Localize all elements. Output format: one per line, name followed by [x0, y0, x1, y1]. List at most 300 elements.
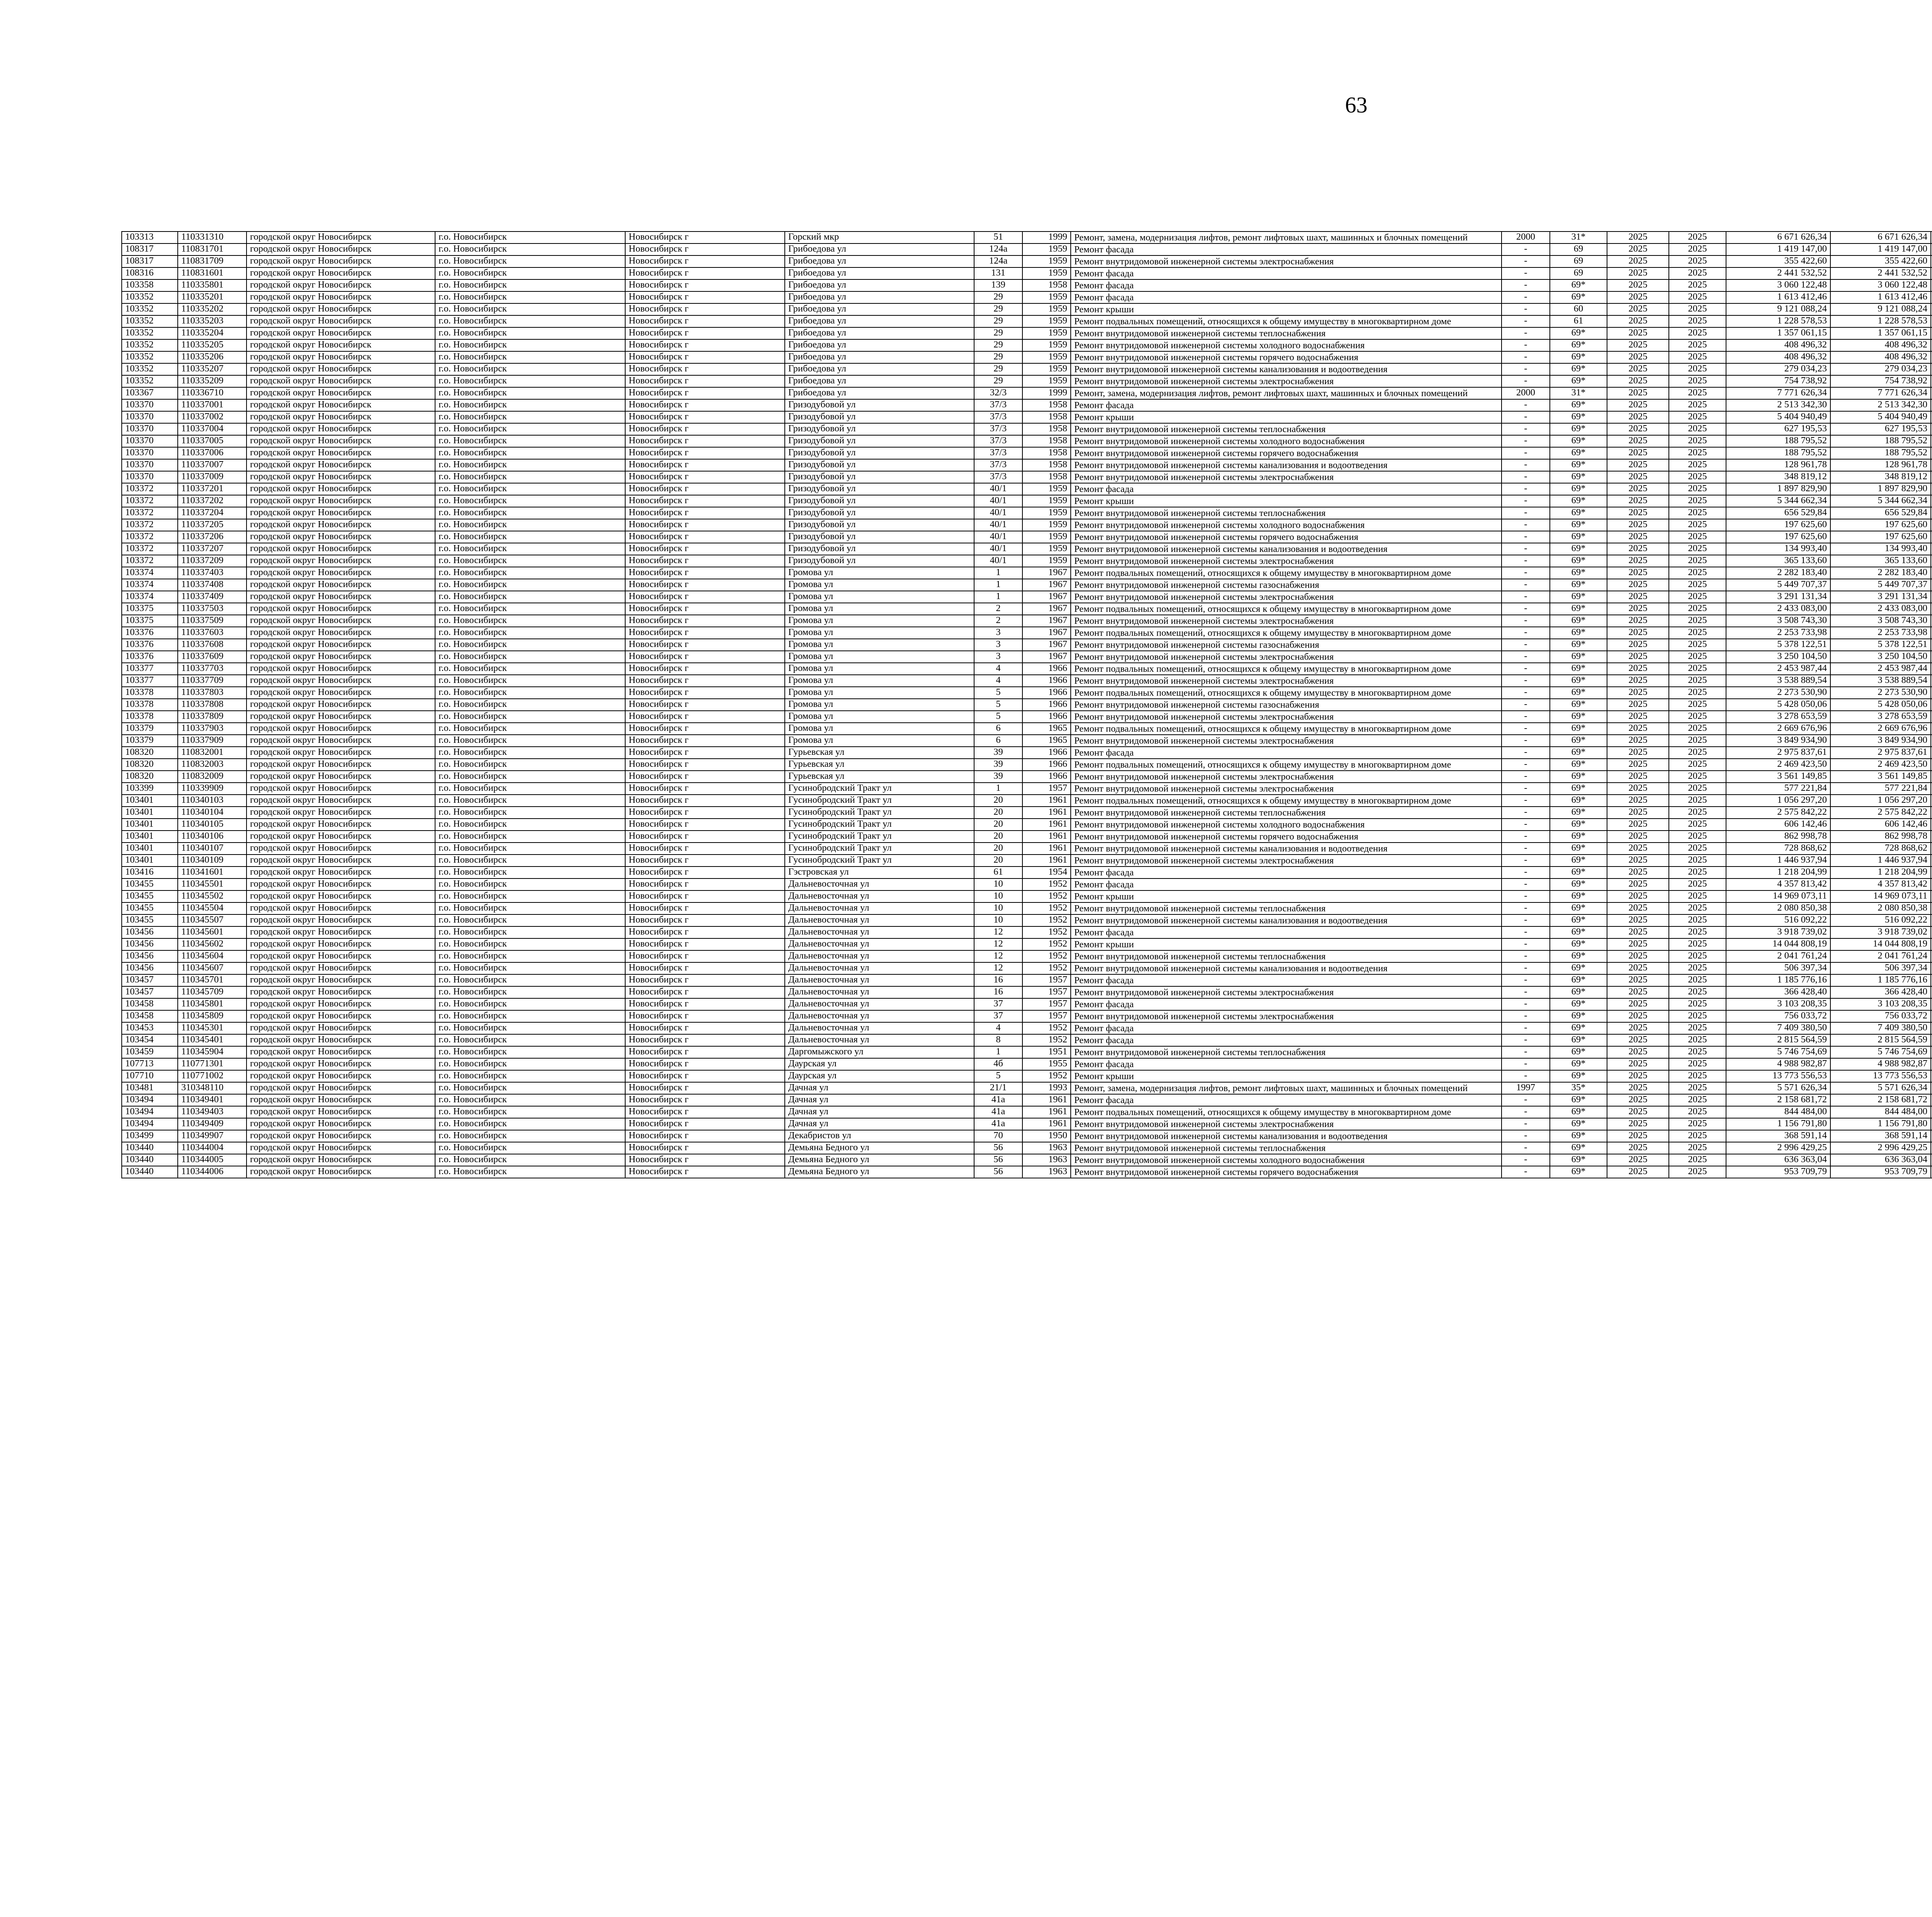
- house-number-cell: 32/3: [974, 387, 1022, 399]
- plan-year-start-cell: 2025: [1607, 1154, 1669, 1166]
- house-number-cell: 56: [974, 1154, 1022, 1166]
- object-id-cell: 103399: [122, 783, 178, 795]
- table-row: [122, 747, 1932, 759]
- object-id-cell: 103370: [122, 423, 178, 435]
- plan-year-end-cell: 2025: [1669, 627, 1726, 639]
- work-type-cell: Ремонт подвальных помещений, относящихся к общему имуществу в многоквартирном доме: [1071, 663, 1502, 675]
- plan-year-end-cell: 2025: [1669, 1118, 1726, 1130]
- plan-year-start-cell: 2025: [1607, 723, 1669, 735]
- table-row: [122, 687, 1932, 699]
- table-row: [122, 471, 1932, 483]
- house-number-cell: 139: [974, 279, 1022, 291]
- municipality-cell: городской округ Новосибирск: [247, 986, 435, 998]
- build-year-cell: 1959: [1022, 543, 1071, 555]
- plan-year-start-cell: 2025: [1607, 387, 1669, 399]
- plan-year-end-cell: 2025: [1669, 1154, 1726, 1166]
- settlement-cell: г.о. Новосибирск: [435, 591, 625, 603]
- municipality-cell: городской округ Новосибирск: [247, 1106, 435, 1118]
- object-id-cell: 107710: [122, 1070, 178, 1082]
- lift-year-cell: -: [1502, 1118, 1550, 1130]
- object-id-cell: 103377: [122, 675, 178, 687]
- total-cost-cell: 197 625,60: [1726, 531, 1830, 543]
- object-id-cell: 103376: [122, 651, 178, 663]
- work-type-cell: Ремонт внутридомовой инженерной системы электроснабжения: [1071, 1010, 1502, 1022]
- work-id-cell: 110337808: [178, 699, 247, 711]
- street-cell: Громова ул: [785, 699, 974, 711]
- table-row: [122, 603, 1932, 615]
- house-number-cell: 41а: [974, 1094, 1022, 1106]
- lift-year-cell: -: [1502, 1046, 1550, 1058]
- street-cell: Грибоедова ул: [785, 267, 974, 279]
- work-type-cell: Ремонт внутридомовой инженерной системы канализования и водоотведения: [1071, 843, 1502, 855]
- total-cost-cell: 1 228 578,53: [1726, 315, 1830, 327]
- municipality-cell: городской округ Новосибирск: [247, 495, 435, 507]
- build-year-cell: 1952: [1022, 1034, 1071, 1046]
- wear-percent-cell: 69*: [1550, 998, 1607, 1010]
- plan-year-start-cell: 2025: [1607, 232, 1669, 243]
- locality-cell: Новосибирск г: [625, 243, 785, 255]
- settlement-cell: г.о. Новосибирск: [435, 1142, 625, 1154]
- fund-cost-cell: 2 080 850,38: [1830, 902, 1931, 914]
- table-row: [122, 1022, 1932, 1034]
- table-row: [122, 1130, 1932, 1142]
- work-id-cell: 110337205: [178, 519, 247, 531]
- locality-cell: Новосибирск г: [625, 663, 785, 675]
- object-id-cell: 103416: [122, 867, 178, 878]
- work-type-cell: Ремонт фасада: [1071, 998, 1502, 1010]
- work-type-cell: Ремонт фасада: [1071, 926, 1502, 938]
- total-cost-cell: 14 969 073,11: [1726, 890, 1830, 902]
- object-id-cell: 103494: [122, 1118, 178, 1130]
- object-id-cell: 103352: [122, 363, 178, 375]
- object-id-cell: 108320: [122, 759, 178, 771]
- table-row: [122, 735, 1932, 747]
- build-year-cell: 1952: [1022, 926, 1071, 938]
- work-id-cell: 110344005: [178, 1154, 247, 1166]
- street-cell: Грибоедова ул: [785, 255, 974, 267]
- object-id-cell: 103370: [122, 399, 178, 411]
- plan-year-start-cell: 2025: [1607, 603, 1669, 615]
- settlement-cell: г.о. Новосибирск: [435, 675, 625, 687]
- plan-year-end-cell: 2025: [1669, 890, 1726, 902]
- street-cell: Дальневосточная ул: [785, 962, 974, 974]
- object-id-cell: 103372: [122, 483, 178, 495]
- fund-cost-cell: 1 897 829,90: [1830, 483, 1931, 495]
- locality-cell: Новосибирск г: [625, 783, 785, 795]
- street-cell: Гусинобродский Тракт ул: [785, 831, 974, 843]
- total-cost-cell: 577 221,84: [1726, 783, 1830, 795]
- settlement-cell: г.о. Новосибирск: [435, 411, 625, 423]
- total-cost-cell: 1 419 147,00: [1726, 243, 1830, 255]
- object-id-cell: 108320: [122, 747, 178, 759]
- municipality-cell: городской округ Новосибирск: [247, 603, 435, 615]
- plan-year-end-cell: 2025: [1669, 387, 1726, 399]
- fund-cost-cell: 1 613 412,46: [1830, 291, 1931, 303]
- lift-year-cell: -: [1502, 1106, 1550, 1118]
- total-cost-cell: 5 378 122,51: [1726, 639, 1830, 651]
- street-cell: Дальневосточная ул: [785, 902, 974, 914]
- plan-year-end-cell: 2025: [1669, 926, 1726, 938]
- lift-year-cell: -: [1502, 435, 1550, 447]
- object-id-cell: 103459: [122, 1046, 178, 1058]
- plan-year-end-cell: 2025: [1669, 878, 1726, 890]
- table-row: [122, 483, 1932, 495]
- street-cell: Дачная ул: [785, 1094, 974, 1106]
- municipality-cell: городской округ Новосибирск: [247, 543, 435, 555]
- plan-year-start-cell: 2025: [1607, 819, 1669, 831]
- build-year-cell: 1958: [1022, 435, 1071, 447]
- locality-cell: Новосибирск г: [625, 471, 785, 483]
- work-id-cell: 110345809: [178, 1010, 247, 1022]
- plan-year-start-cell: 2025: [1607, 483, 1669, 495]
- total-cost-cell: 3 291 131,34: [1726, 591, 1830, 603]
- locality-cell: Новосибирск г: [625, 591, 785, 603]
- house-number-cell: 51: [974, 232, 1022, 243]
- locality-cell: Новосибирск г: [625, 399, 785, 411]
- settlement-cell: г.о. Новосибирск: [435, 315, 625, 327]
- municipality-cell: городской округ Новосибирск: [247, 1058, 435, 1070]
- table-row: [122, 507, 1932, 519]
- lift-year-cell: -: [1502, 1142, 1550, 1154]
- house-number-cell: 12: [974, 962, 1022, 974]
- municipality-cell: городской округ Новосибирск: [247, 651, 435, 663]
- total-cost-cell: 2 575 842,22: [1726, 807, 1830, 819]
- locality-cell: Новосибирск г: [625, 603, 785, 615]
- fund-cost-cell: 2 575 842,22: [1830, 807, 1931, 819]
- build-year-cell: 1961: [1022, 819, 1071, 831]
- street-cell: Громова ул: [785, 579, 974, 591]
- plan-year-end-cell: 2025: [1669, 699, 1726, 711]
- municipality-cell: городской округ Новосибирск: [247, 843, 435, 855]
- locality-cell: Новосибирск г: [625, 699, 785, 711]
- fund-cost-cell: 3 918 739,02: [1830, 926, 1931, 938]
- table-row: [122, 375, 1932, 387]
- object-id-cell: 103494: [122, 1094, 178, 1106]
- wear-percent-cell: 69*: [1550, 603, 1607, 615]
- fund-cost-cell: 636 363,04: [1830, 1154, 1931, 1166]
- wear-percent-cell: 69*: [1550, 855, 1607, 867]
- locality-cell: Новосибирск г: [625, 1010, 785, 1022]
- lift-year-cell: -: [1502, 447, 1550, 459]
- house-number-cell: 4: [974, 663, 1022, 675]
- house-number-cell: 56: [974, 1166, 1022, 1178]
- plan-year-end-cell: 2025: [1669, 1046, 1726, 1058]
- fund-cost-cell: 4 988 982,87: [1830, 1058, 1931, 1070]
- municipality-cell: городской округ Новосибирск: [247, 711, 435, 723]
- street-cell: Гусинобродский Тракт ул: [785, 783, 974, 795]
- work-id-cell: 110337809: [178, 711, 247, 723]
- street-cell: Гризодубовой ул: [785, 531, 974, 543]
- house-number-cell: 29: [974, 363, 1022, 375]
- plan-year-end-cell: 2025: [1669, 375, 1726, 387]
- plan-year-start-cell: 2025: [1607, 435, 1669, 447]
- municipality-cell: городской округ Новосибирск: [247, 771, 435, 783]
- street-cell: Дальневосточная ул: [785, 926, 974, 938]
- wear-percent-cell: 69*: [1550, 435, 1607, 447]
- house-number-cell: 29: [974, 339, 1022, 351]
- total-cost-cell: 2 441 532,52: [1726, 267, 1830, 279]
- locality-cell: Новосибирск г: [625, 543, 785, 555]
- object-id-cell: 103377: [122, 663, 178, 675]
- house-number-cell: 3: [974, 627, 1022, 639]
- street-cell: Грибоедова ул: [785, 351, 974, 363]
- plan-year-end-cell: 2025: [1669, 411, 1726, 423]
- total-cost-cell: 1 056 297,20: [1726, 795, 1830, 807]
- wear-percent-cell: 69*: [1550, 926, 1607, 938]
- work-type-cell: Ремонт фасада: [1071, 483, 1502, 495]
- house-number-cell: 6: [974, 723, 1022, 735]
- fund-cost-cell: 7 409 380,50: [1830, 1022, 1931, 1034]
- locality-cell: Новосибирск г: [625, 1130, 785, 1142]
- settlement-cell: г.о. Новосибирск: [435, 243, 625, 255]
- lift-year-cell: -: [1502, 1058, 1550, 1070]
- work-id-cell: 110349907: [178, 1130, 247, 1142]
- fund-cost-cell: 2 815 564,59: [1830, 1034, 1931, 1046]
- lift-year-cell: -: [1502, 926, 1550, 938]
- work-id-cell: 110337503: [178, 603, 247, 615]
- build-year-cell: 1958: [1022, 411, 1071, 423]
- house-number-cell: 2: [974, 615, 1022, 627]
- total-cost-cell: 2 469 423,50: [1726, 759, 1830, 771]
- lift-year-cell: -: [1502, 579, 1550, 591]
- house-number-cell: 40/1: [974, 507, 1022, 519]
- table-row: [122, 303, 1932, 315]
- plan-year-start-cell: 2025: [1607, 291, 1669, 303]
- work-id-cell: 110335205: [178, 339, 247, 351]
- build-year-cell: 1952: [1022, 938, 1071, 950]
- work-type-cell: Ремонт фасада: [1071, 279, 1502, 291]
- locality-cell: Новосибирск г: [625, 351, 785, 363]
- work-id-cell: 110337408: [178, 579, 247, 591]
- fund-cost-cell: 3 508 743,30: [1830, 615, 1931, 627]
- locality-cell: Новосибирск г: [625, 363, 785, 375]
- locality-cell: Новосибирск г: [625, 974, 785, 986]
- municipality-cell: городской округ Новосибирск: [247, 1070, 435, 1082]
- house-number-cell: 1: [974, 1046, 1022, 1058]
- build-year-cell: 1963: [1022, 1142, 1071, 1154]
- lift-year-cell: -: [1502, 1022, 1550, 1034]
- plan-year-end-cell: 2025: [1669, 423, 1726, 435]
- build-year-cell: 1967: [1022, 591, 1071, 603]
- work-type-cell: Ремонт фасада: [1071, 399, 1502, 411]
- lift-year-cell: -: [1502, 783, 1550, 795]
- fund-cost-cell: 756 033,72: [1830, 1010, 1931, 1022]
- lift-year-cell: -: [1502, 267, 1550, 279]
- house-number-cell: 3: [974, 639, 1022, 651]
- table-row: [122, 327, 1932, 339]
- build-year-cell: 1957: [1022, 974, 1071, 986]
- house-number-cell: 5: [974, 711, 1022, 723]
- fund-cost-cell: 506 397,34: [1830, 962, 1931, 974]
- lift-year-cell: -: [1502, 723, 1550, 735]
- total-cost-cell: 2 273 530,90: [1726, 687, 1830, 699]
- settlement-cell: г.о. Новосибирск: [435, 327, 625, 339]
- lift-year-cell: -: [1502, 950, 1550, 962]
- total-cost-cell: 408 496,32: [1726, 339, 1830, 351]
- build-year-cell: 1959: [1022, 495, 1071, 507]
- plan-year-start-cell: 2025: [1607, 507, 1669, 519]
- settlement-cell: г.о. Новосибирск: [435, 962, 625, 974]
- fund-cost-cell: 6 671 626,34: [1830, 232, 1931, 243]
- settlement-cell: г.о. Новосибирск: [435, 627, 625, 639]
- house-number-cell: 40/1: [974, 543, 1022, 555]
- municipality-cell: городской округ Новосибирск: [247, 1166, 435, 1178]
- work-type-cell: Ремонт внутридомовой инженерной системы горячего водоснабжения: [1071, 447, 1502, 459]
- lift-year-cell: -: [1502, 675, 1550, 687]
- municipality-cell: городской округ Новосибирск: [247, 675, 435, 687]
- street-cell: Грибоедова ул: [785, 315, 974, 327]
- wear-percent-cell: 69*: [1550, 471, 1607, 483]
- fund-cost-cell: 355 422,60: [1830, 255, 1931, 267]
- total-cost-cell: 627 195,53: [1726, 423, 1830, 435]
- street-cell: Дальневосточная ул: [785, 974, 974, 986]
- plan-year-end-cell: 2025: [1669, 279, 1726, 291]
- build-year-cell: 1967: [1022, 639, 1071, 651]
- wear-percent-cell: 69*: [1550, 483, 1607, 495]
- plan-year-end-cell: 2025: [1669, 914, 1726, 926]
- street-cell: Дальневосточная ул: [785, 950, 974, 962]
- street-cell: Гусинобродский Тракт ул: [785, 807, 974, 819]
- wear-percent-cell: 69*: [1550, 1166, 1607, 1178]
- total-cost-cell: 606 142,46: [1726, 819, 1830, 831]
- lift-year-cell: -: [1502, 303, 1550, 315]
- municipality-cell: городской округ Новосибирск: [247, 998, 435, 1010]
- wear-percent-cell: 69*: [1550, 399, 1607, 411]
- plan-year-end-cell: 2025: [1669, 315, 1726, 327]
- plan-year-end-cell: 2025: [1669, 747, 1726, 759]
- object-id-cell: 103376: [122, 639, 178, 651]
- fund-cost-cell: 408 496,32: [1830, 339, 1931, 351]
- fund-cost-cell: 1 056 297,20: [1830, 795, 1931, 807]
- wear-percent-cell: 61: [1550, 315, 1607, 327]
- build-year-cell: 1963: [1022, 1154, 1071, 1166]
- plan-year-start-cell: 2025: [1607, 351, 1669, 363]
- lift-year-cell: -: [1502, 807, 1550, 819]
- lift-year-cell: -: [1502, 459, 1550, 471]
- total-cost-cell: 5 344 662,34: [1726, 495, 1830, 507]
- build-year-cell: 1958: [1022, 471, 1071, 483]
- build-year-cell: 1958: [1022, 423, 1071, 435]
- locality-cell: Новосибирск г: [625, 771, 785, 783]
- settlement-cell: г.о. Новосибирск: [435, 1034, 625, 1046]
- settlement-cell: г.о. Новосибирск: [435, 303, 625, 315]
- wear-percent-cell: 31*: [1550, 232, 1607, 243]
- object-id-cell: 103401: [122, 819, 178, 831]
- capital-repair-table: [121, 231, 1932, 1178]
- build-year-cell: 1959: [1022, 351, 1071, 363]
- object-id-cell: 103378: [122, 711, 178, 723]
- work-id-cell: 110337201: [178, 483, 247, 495]
- wear-percent-cell: 69*: [1550, 747, 1607, 759]
- plan-year-end-cell: 2025: [1669, 771, 1726, 783]
- fund-cost-cell: 188 795,52: [1830, 435, 1931, 447]
- settlement-cell: г.о. Новосибирск: [435, 747, 625, 759]
- build-year-cell: 1966: [1022, 675, 1071, 687]
- object-id-cell: 103352: [122, 291, 178, 303]
- house-number-cell: 40/1: [974, 555, 1022, 567]
- build-year-cell: 1952: [1022, 914, 1071, 926]
- street-cell: Даурская ул: [785, 1070, 974, 1082]
- street-cell: Грибоедова ул: [785, 291, 974, 303]
- fund-cost-cell: 5 449 707,37: [1830, 579, 1931, 591]
- municipality-cell: городской округ Новосибирск: [247, 531, 435, 543]
- total-cost-cell: 3 060 122,48: [1726, 279, 1830, 291]
- plan-year-start-cell: 2025: [1607, 531, 1669, 543]
- locality-cell: Новосибирск г: [625, 1166, 785, 1178]
- house-number-cell: 4: [974, 1022, 1022, 1034]
- build-year-cell: 1966: [1022, 759, 1071, 771]
- house-number-cell: 37/3: [974, 399, 1022, 411]
- table-row: [122, 998, 1932, 1010]
- wear-percent-cell: 69*: [1550, 1154, 1607, 1166]
- street-cell: Демьяна Бедного ул: [785, 1142, 974, 1154]
- total-cost-cell: 506 397,34: [1726, 962, 1830, 974]
- total-cost-cell: 5 428 050,06: [1726, 699, 1830, 711]
- work-type-cell: Ремонт подвальных помещений, относящихся к общему имуществу в многоквартирном доме: [1071, 759, 1502, 771]
- fund-cost-cell: 3 561 149,85: [1830, 771, 1931, 783]
- fund-cost-cell: 14 044 808,19: [1830, 938, 1931, 950]
- total-cost-cell: 2 996 429,25: [1726, 1142, 1830, 1154]
- street-cell: Гурьевская ул: [785, 759, 974, 771]
- build-year-cell: 1952: [1022, 950, 1071, 962]
- street-cell: Гризодубовой ул: [785, 543, 974, 555]
- plan-year-start-cell: 2025: [1607, 519, 1669, 531]
- fund-cost-cell: 844 484,00: [1830, 1106, 1931, 1118]
- settlement-cell: г.о. Новосибирск: [435, 232, 625, 243]
- street-cell: Громова ул: [785, 615, 974, 627]
- plan-year-start-cell: 2025: [1607, 735, 1669, 747]
- table-row: [122, 579, 1932, 591]
- object-id-cell: 103372: [122, 555, 178, 567]
- street-cell: Грибоедова ул: [785, 387, 974, 399]
- plan-year-start-cell: 2025: [1607, 639, 1669, 651]
- plan-year-start-cell: 2025: [1607, 998, 1669, 1010]
- house-number-cell: 1: [974, 783, 1022, 795]
- plan-year-start-cell: 2025: [1607, 555, 1669, 567]
- house-number-cell: 12: [974, 938, 1022, 950]
- house-number-cell: 20: [974, 807, 1022, 819]
- wear-percent-cell: 69: [1550, 255, 1607, 267]
- work-id-cell: 110337903: [178, 723, 247, 735]
- table-row: [122, 315, 1932, 327]
- plan-year-start-cell: 2025: [1607, 627, 1669, 639]
- plan-year-end-cell: 2025: [1669, 579, 1726, 591]
- build-year-cell: 1959: [1022, 339, 1071, 351]
- lift-year-cell: -: [1502, 627, 1550, 639]
- settlement-cell: г.о. Новосибирск: [435, 1046, 625, 1058]
- plan-year-end-cell: 2025: [1669, 759, 1726, 771]
- total-cost-cell: 2 513 342,30: [1726, 399, 1830, 411]
- total-cost-cell: 2 041 761,24: [1726, 950, 1830, 962]
- work-id-cell: 110337609: [178, 651, 247, 663]
- work-id-cell: 110335801: [178, 279, 247, 291]
- locality-cell: Новосибирск г: [625, 267, 785, 279]
- house-number-cell: 29: [974, 315, 1022, 327]
- work-type-cell: Ремонт фасада: [1071, 1094, 1502, 1106]
- total-cost-cell: 4 988 982,87: [1726, 1058, 1830, 1070]
- municipality-cell: городской округ Новосибирск: [247, 890, 435, 902]
- lift-year-cell: -: [1502, 687, 1550, 699]
- fund-cost-cell: 3 250 104,50: [1830, 651, 1931, 663]
- wear-percent-cell: 69*: [1550, 878, 1607, 890]
- table-row: [122, 1010, 1932, 1022]
- settlement-cell: г.о. Новосибирск: [435, 1166, 625, 1178]
- build-year-cell: 1952: [1022, 902, 1071, 914]
- total-cost-cell: 128 961,78: [1726, 459, 1830, 471]
- wear-percent-cell: 69*: [1550, 1118, 1607, 1130]
- work-id-cell: 110832003: [178, 759, 247, 771]
- lift-year-cell: -: [1502, 315, 1550, 327]
